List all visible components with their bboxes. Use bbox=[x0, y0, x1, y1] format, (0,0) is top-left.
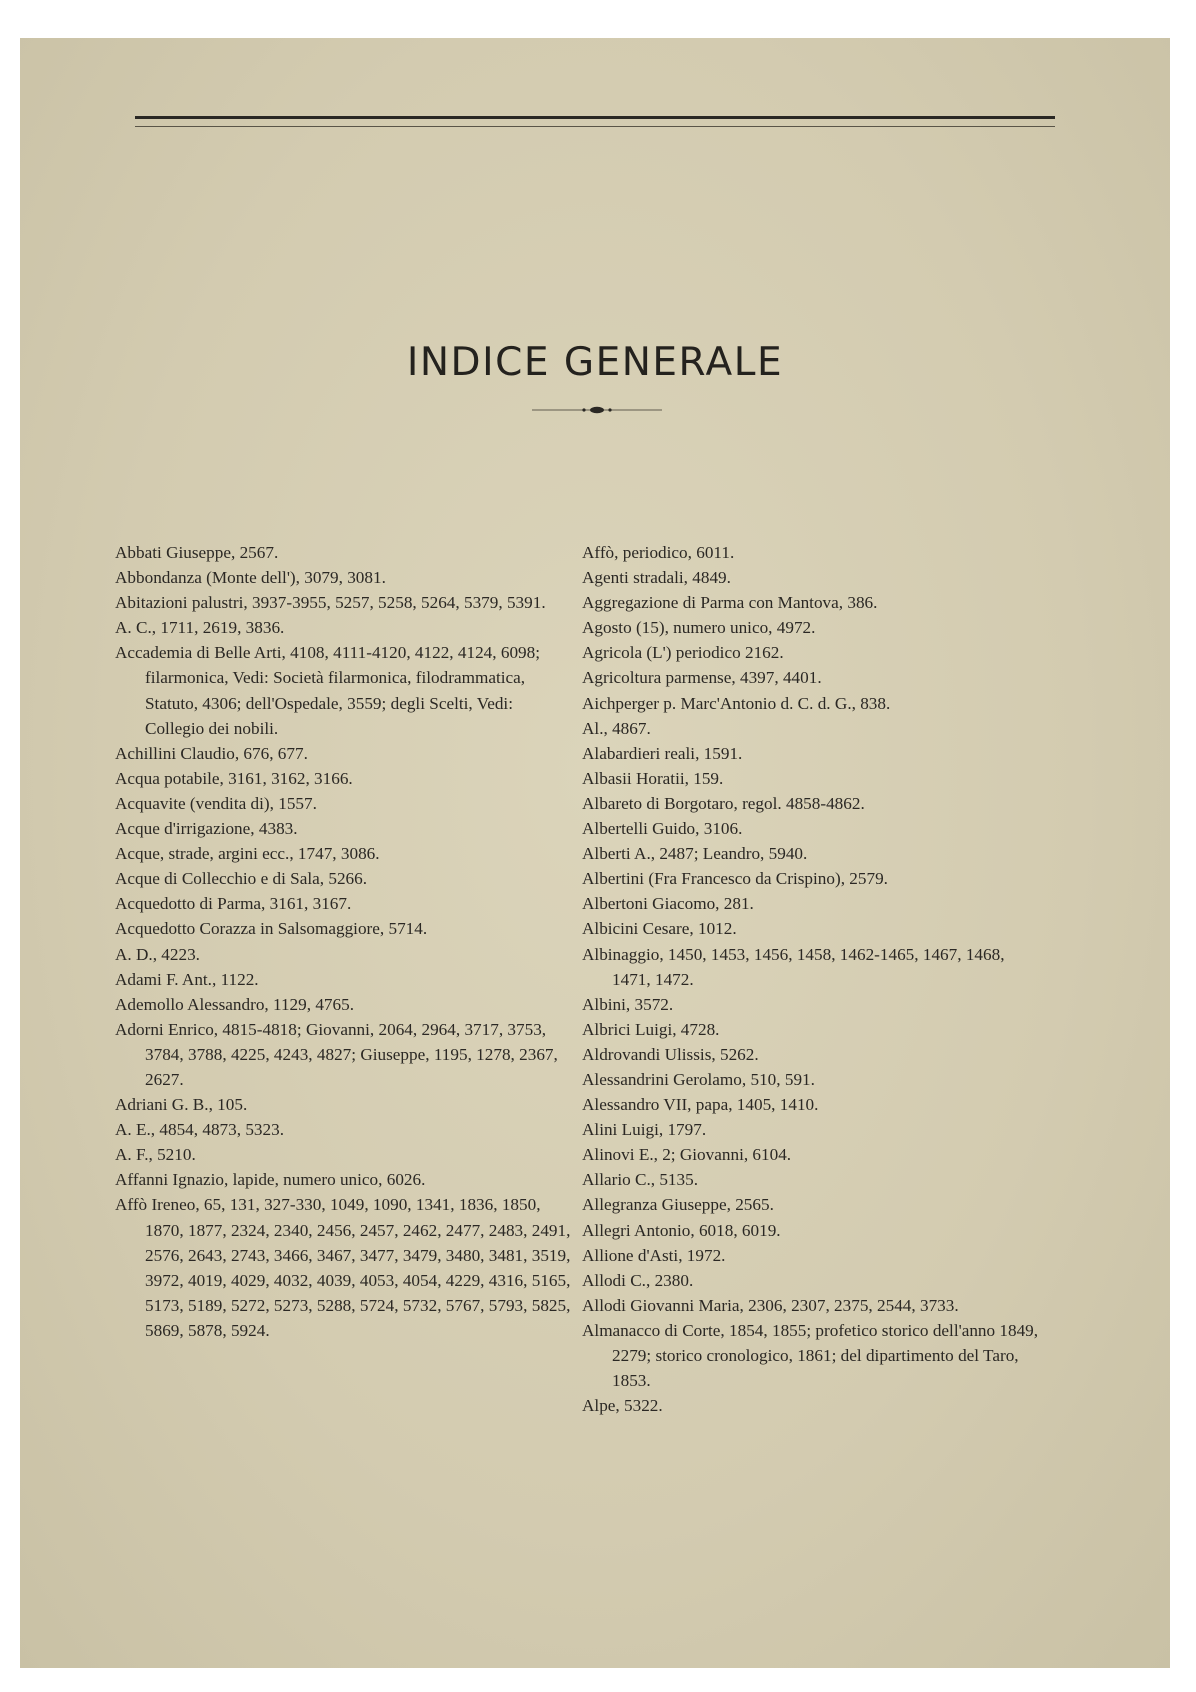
index-entry: Adriani G. B., 105. bbox=[115, 1095, 248, 1115]
index-entry: Acqua potabile, 3161, 3162, 3166. bbox=[115, 768, 353, 788]
index-entry: Albertini (Fra Francesco da Crispino), 2579. bbox=[582, 869, 888, 889]
index-entry: Agricoltura parmense, 4397, 4401. bbox=[582, 668, 822, 688]
index-entry: Allodi Giovanni Maria, 2306, 2307, 2375, 2544, 3733. bbox=[582, 1295, 959, 1315]
index-entry: Allodi C., 2380. bbox=[582, 1270, 694, 1290]
index-entry: Allegranza Giuseppe, 2565. bbox=[582, 1195, 774, 1215]
title-ornament-icon bbox=[532, 404, 662, 416]
index-entry: Acquedotto di Parma, 3161, 3167. bbox=[115, 894, 352, 914]
index-entry: Adami F. Ant., 1122. bbox=[115, 969, 259, 989]
index-entry: Allario C., 5135. bbox=[582, 1170, 699, 1190]
index-entry: Adorni Enrico, 4815-4818; Giovanni, 2064, 2964, 3717, 3753, 3784, 3788, 4225, 4243, 4827; Giuseppe, 1195, 1278, 2367, 2627. bbox=[115, 1019, 558, 1089]
index-entry: Abbati Giuseppe, 2567. bbox=[115, 543, 279, 562]
index-entry: Affanni Ignazio, lapide, numero unico, 6026. bbox=[115, 1170, 426, 1190]
index-entry: Aggregazione di Parma con Mantova, 386. bbox=[582, 593, 878, 613]
index-entry: Acque di Collecchio e di Sala, 5266. bbox=[115, 869, 368, 889]
index-entry: Alabardieri reali, 1591. bbox=[582, 743, 743, 763]
index-entry: Almanacco di Corte, 1854, 1855; profetico storico dell'anno 1849, 2279; storico cronologico, 1861; del dipartimento del Taro, 1853. bbox=[582, 1320, 1039, 1391]
index-entry: Albrici Luigi, 4728. bbox=[582, 1019, 720, 1039]
index-entry: Albareto di Borgotaro, regol. 4858-4862. bbox=[582, 793, 865, 813]
index-entry: Acquedotto Corazza in Salsomaggiore, 5714. bbox=[115, 919, 428, 939]
index-entry: Allegri Antonio, 6018, 6019. bbox=[582, 1220, 781, 1240]
page-title: INDICE GENERALE bbox=[406, 340, 784, 385]
index-entry: Agricola (L') periodico 2162. bbox=[582, 643, 784, 663]
index-entry: Alberti A., 2487; Leandro, 5940. bbox=[582, 844, 808, 864]
top-rule-thin bbox=[135, 126, 1055, 127]
index-column-left bbox=[115, 540, 575, 1343]
index-entry: Albertoni Giacomo, 281. bbox=[582, 894, 754, 914]
index-column-right bbox=[582, 540, 1042, 1418]
index-entry: Allione d'Asti, 1972. bbox=[582, 1245, 726, 1265]
index-entry: Abitazioni palustri, 3937-3955, 5257, 5258, 5264, 5379, 5391. bbox=[115, 593, 546, 613]
index-entry: Acquavite (vendita di), 1557. bbox=[115, 793, 317, 813]
index-entry: Alini Luigi, 1797. bbox=[582, 1120, 707, 1140]
index-entry: Accademia di Belle Arti, 4108, 4111-4120, 4122, 4124, 6098; filarmonica, Vedi: Società filarmonica, filodrammatica, Statuto, 4306; dell'Ospedale, 3559; degli Scelti, Vedi: Collegio dei nobili. bbox=[115, 643, 541, 738]
index-entry: Ademollo Alessandro, 1129, 4765. bbox=[115, 994, 355, 1014]
index-entry: Aichperger p. Marc'Antonio d. C. d. G., 838. bbox=[582, 693, 891, 713]
index-entry: A. E., 4854, 4873, 5323. bbox=[115, 1120, 285, 1140]
index-entry: Alinovi E., 2; Giovanni, 6104. bbox=[582, 1145, 792, 1165]
index-entry: A. D., 4223. bbox=[115, 944, 200, 964]
index-entry: Agenti stradali, 4849. bbox=[582, 568, 731, 588]
index-entry: Albertelli Guido, 3106. bbox=[582, 819, 743, 839]
index-entry: Albini, 3572. bbox=[582, 994, 674, 1014]
index-entry: Alessandrini Gerolamo, 510, 591. bbox=[582, 1069, 815, 1089]
index-entry: Albinaggio, 1450, 1453, 1456, 1458, 1462-1465, 1467, 1468, 1471, 1472. bbox=[582, 944, 1005, 989]
index-entry: Affò, periodico, 6011. bbox=[582, 543, 735, 562]
index-entry: Achillini Claudio, 676, 677. bbox=[115, 743, 308, 763]
top-rule bbox=[135, 116, 1055, 119]
index-entry: Al., 4867. bbox=[582, 718, 651, 738]
index-entry: Alessandro VII, papa, 1405, 1410. bbox=[582, 1095, 819, 1115]
index-entry: Agosto (15), numero unico, 4972. bbox=[582, 618, 816, 638]
index-entry: A. F., 5210. bbox=[115, 1145, 196, 1165]
index-entry: Acque, strade, argini ecc., 1747, 3086. bbox=[115, 844, 380, 864]
index-entry: Affò Ireneo, 65, 131, 327-330, 1049, 1090, 1341, 1836, 1850, 1870, 1877, 2324, 2340, 2456, 2457, 2462, 2477, 2483, 2491, 2576, 2643, 2743, 3466, 3467, 3477, 3479, 3480, 3481, 3519, 3972, 4019, 4029, 4032, 4039, 4053, 4054, 4229, 4316, 5165, 5173, 5189, 5272, 5273, 5288, 5724, 5732, 5767, 5793, 5825, 5869, 5878, 5924. bbox=[115, 1195, 571, 1340]
index-entry: Abbondanza (Monte dell'), 3079, 3081. bbox=[115, 568, 386, 588]
document-page bbox=[20, 38, 1170, 1668]
index-entry: A. C., 1711, 2619, 3836. bbox=[115, 618, 285, 638]
index-entry: Acque d'irrigazione, 4383. bbox=[115, 819, 298, 839]
index-entry: Albasii Horatii, 159. bbox=[582, 768, 724, 788]
index-entry: Aldrovandi Ulissis, 5262. bbox=[582, 1044, 759, 1064]
index-entry: Albicini Cesare, 1012. bbox=[582, 919, 737, 939]
index-entry: Alpe, 5322. bbox=[582, 1396, 663, 1416]
